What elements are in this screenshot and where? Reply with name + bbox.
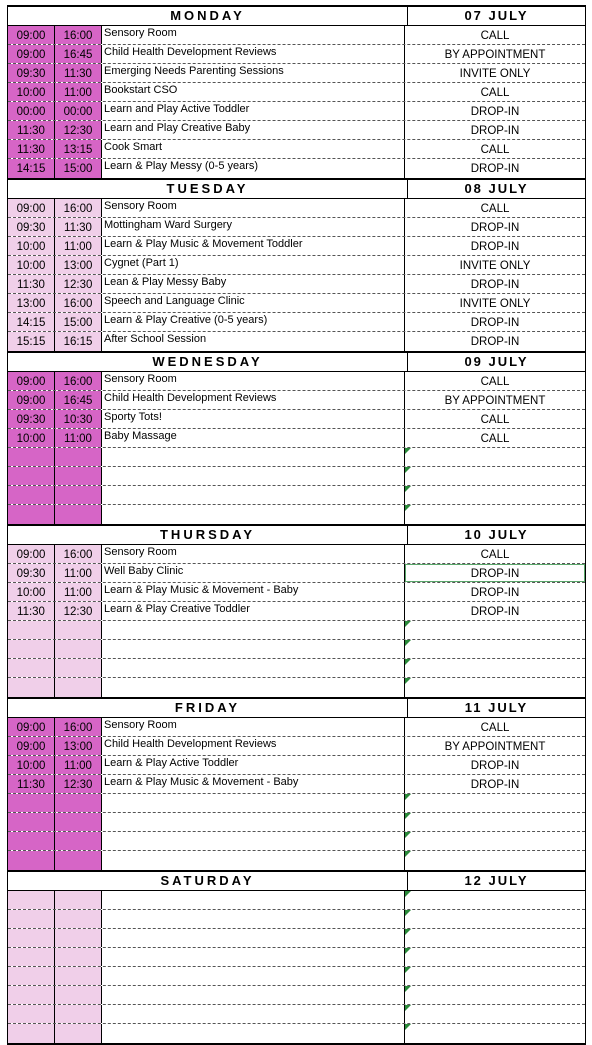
activity-cell[interactable]: Sensory Room [102,718,405,736]
activity-cell[interactable]: Learn & Play Creative Toddler [102,602,405,620]
activity-cell[interactable]: Child Health Development Reviews [102,45,405,63]
access-cell[interactable] [405,448,585,466]
timetable-row [8,45,585,64]
start-time-cell[interactable] [8,891,55,909]
access-cell[interactable] [405,678,585,697]
access-cell[interactable]: DROP-IN [470,222,520,234]
start-time-cell[interactable]: 15:15 [8,332,55,351]
access-cell[interactable] [405,948,585,966]
start-time-cell[interactable] [8,986,55,1004]
start-time-cell[interactable]: 09:00 [8,737,55,755]
timetable-row [8,1005,585,1024]
end-time-cell[interactable]: 16:00 [55,199,102,217]
access-cell[interactable]: DROP-IN [405,564,585,582]
activity-cell[interactable]: Sporty Tots! [102,410,405,428]
start-time-cell[interactable]: 09:00 [8,718,55,736]
access-cell[interactable]: DROP-IN [470,606,520,618]
start-time-cell[interactable] [8,621,55,639]
activity-cell[interactable] [102,813,405,831]
timetable-row [8,621,585,640]
day-date-cell[interactable]: 09 JULY [464,354,529,369]
start-time-cell[interactable] [8,448,55,466]
day-rows [8,891,585,1043]
activity-cell[interactable] [102,1024,405,1043]
timetable-row [8,851,585,870]
timetable-row [8,775,585,794]
comment-indicator-icon[interactable] [405,505,411,511]
access-cell[interactable]: DROP-IN [470,317,520,329]
end-time-cell[interactable] [55,832,102,850]
activity-cell[interactable]: Learn & Play Music & Movement Toddler [102,237,405,255]
comment-indicator-icon[interactable] [405,832,411,838]
access-cell[interactable]: INVITE ONLY [459,260,531,272]
access-cell[interactable]: CALL [480,203,510,215]
timetable-row [8,505,585,524]
end-time-cell[interactable] [55,794,102,812]
start-time-cell[interactable] [8,678,55,697]
end-time-cell[interactable] [55,986,102,1004]
access-cell[interactable]: CALL [480,414,510,426]
timetable-row [8,583,585,602]
day-name-cell[interactable]: FRIDAY [8,699,408,717]
activity-cell[interactable]: After School Session [102,332,405,351]
end-time-cell[interactable]: 13:00 [55,737,102,755]
end-time-cell[interactable]: 13:15 [55,140,102,158]
start-time-cell[interactable]: 09:00 [8,199,55,217]
day-rows [8,26,585,178]
comment-indicator-icon[interactable] [405,678,411,684]
timetable-row [8,64,585,83]
start-time-cell[interactable]: 09:30 [8,64,55,82]
end-time-cell[interactable]: 00:00 [55,102,102,120]
comment-indicator-icon[interactable] [405,640,411,646]
timetable-row [8,313,585,332]
timetable-row [8,256,585,275]
access-cell[interactable] [405,929,585,947]
end-time-cell[interactable]: 10:30 [55,410,102,428]
timetable-row [8,986,585,1005]
end-time-cell[interactable]: 15:00 [55,159,102,178]
access-cell[interactable]: CALL [480,144,510,156]
activity-cell[interactable]: Learn & Play Active Toddler [102,756,405,774]
activity-cell[interactable]: Learn & Play Music & Movement - Baby [102,583,405,601]
end-time-cell[interactable] [55,967,102,985]
comment-indicator-icon[interactable] [405,1005,411,1011]
end-time-cell[interactable] [55,621,102,639]
access-cell[interactable] [405,891,585,909]
access-cell[interactable]: CALL [480,433,510,445]
access-cell[interactable] [405,1005,585,1023]
comment-indicator-icon[interactable] [405,948,411,954]
comment-indicator-icon[interactable] [405,851,411,857]
timetable-row [8,467,585,486]
activity-cell[interactable]: Mottingham Ward Surgery [102,218,405,236]
timetable-row [8,602,585,621]
access-cell[interactable]: DROP-IN [470,779,520,791]
day-rows [8,718,585,870]
activity-cell[interactable]: Cook Smart [102,140,405,158]
end-time-cell[interactable] [55,467,102,485]
access-cell[interactable]: CALL [480,30,510,42]
end-time-cell[interactable]: 12:30 [55,121,102,139]
timetable-row [8,237,585,256]
timetable-row [8,429,585,448]
end-time-cell[interactable]: 11:00 [55,564,102,582]
comment-indicator-icon[interactable] [405,929,411,935]
end-time-cell[interactable]: 11:00 [55,429,102,447]
start-time-cell[interactable] [8,967,55,985]
end-time-cell[interactable]: 11:30 [55,64,102,82]
start-time-cell[interactable] [8,659,55,677]
timetable-row [8,218,585,237]
end-time-cell[interactable]: 11:00 [55,237,102,255]
start-time-cell[interactable]: 14:15 [8,313,55,331]
access-cell[interactable] [405,621,585,639]
end-time-cell[interactable]: 16:00 [55,718,102,736]
day-header [8,7,585,26]
activity-cell[interactable]: Baby Massage [102,429,405,447]
timetable-row [8,948,585,967]
access-cell[interactable]: DROP-IN [470,587,520,599]
access-cell[interactable] [405,640,585,658]
activity-cell[interactable]: Lean & Play Messy Baby [102,275,405,293]
end-time-cell[interactable] [55,929,102,947]
timetable-row [8,486,585,505]
activity-cell[interactable] [102,659,405,677]
start-time-cell[interactable] [8,486,55,504]
access-cell[interactable] [405,467,585,485]
timetable-row [8,794,585,813]
activity-cell[interactable]: Sensory Room [102,372,405,390]
activity-cell[interactable] [102,640,405,658]
access-cell[interactable]: INVITE ONLY [459,298,531,310]
activity-cell[interactable] [102,1005,405,1023]
day-section-tuesday [8,178,586,351]
activity-cell[interactable] [102,448,405,466]
day-header [8,180,585,199]
end-time-cell[interactable]: 16:00 [55,26,102,44]
timetable-row [8,891,585,910]
activity-cell[interactable]: Sensory Room [102,26,405,44]
end-time-cell[interactable]: 16:15 [55,332,102,351]
start-time-cell[interactable]: 10:00 [8,429,55,447]
activity-cell[interactable]: Learn & Play Messy (0-5 years) [102,159,405,178]
access-cell[interactable] [405,794,585,812]
access-cell[interactable]: BY APPOINTMENT [444,395,546,407]
day-name-cell[interactable]: THURSDAY [8,526,408,544]
timetable-row [8,275,585,294]
start-time-cell[interactable]: 10:00 [8,256,55,274]
comment-indicator-icon[interactable] [405,467,411,473]
day-header [8,872,585,891]
timetable-row [8,678,585,697]
end-time-cell[interactable] [55,948,102,966]
day-header [8,353,585,372]
start-time-cell[interactable] [8,929,55,947]
day-name-cell[interactable]: MONDAY [8,7,408,25]
access-cell[interactable] [405,659,585,677]
day-section-monday [8,5,586,178]
day-header [8,699,585,718]
day-rows [8,199,585,351]
timetable-row [8,83,585,102]
access-cell[interactable] [405,813,585,831]
start-time-cell[interactable]: 11:30 [8,602,55,620]
start-time-cell[interactable]: 10:00 [8,83,55,101]
access-cell[interactable]: BY APPOINTMENT [444,741,546,753]
activity-cell[interactable]: Learn & Play Creative (0-5 years) [102,313,405,331]
start-time-cell[interactable]: 09:30 [8,410,55,428]
end-time-cell[interactable] [55,486,102,504]
day-section-thursday [8,524,586,697]
access-cell[interactable]: DROP-IN [470,125,520,137]
activity-cell[interactable]: Child Health Development Reviews [102,391,405,409]
comment-indicator-icon[interactable] [405,986,411,992]
start-time-cell[interactable]: 10:00 [8,583,55,601]
start-time-cell[interactable]: 09:00 [8,45,55,63]
end-time-cell[interactable] [55,1024,102,1043]
access-cell[interactable]: CALL [480,376,510,388]
end-time-cell[interactable] [55,851,102,870]
activity-cell[interactable]: Speech and Language Clinic [102,294,405,312]
day-date-cell[interactable]: 11 JULY [464,700,529,715]
comment-indicator-icon[interactable] [405,891,411,897]
timetable-row [8,372,585,391]
activity-cell[interactable]: Cygnet (Part 1) [102,256,405,274]
activity-cell[interactable]: Learn and Play Active Toddler [102,102,405,120]
activity-cell[interactable] [102,967,405,985]
activity-cell[interactable] [102,851,405,870]
activity-cell[interactable] [102,505,405,524]
end-time-cell[interactable]: 11:00 [55,83,102,101]
timetable-row [8,659,585,678]
end-time-cell[interactable]: 11:30 [55,218,102,236]
day-name-cell[interactable]: SATURDAY [8,872,408,890]
weekly-timetable-sheet [7,5,586,1045]
timetable-row [8,564,585,583]
start-time-cell[interactable]: 09:30 [8,218,55,236]
timetable-row [8,448,585,467]
day-date-cell[interactable]: 07 JULY [464,8,529,23]
timetable-row [8,640,585,659]
access-cell[interactable] [405,1024,585,1043]
activity-cell[interactable]: Sensory Room [102,199,405,217]
activity-cell[interactable] [102,986,405,1004]
timetable-row [8,159,585,178]
activity-cell[interactable] [102,832,405,850]
activity-cell[interactable]: Emerging Needs Parenting Sessions [102,64,405,82]
start-time-cell[interactable]: 13:00 [8,294,55,312]
end-time-cell[interactable] [55,1005,102,1023]
end-time-cell[interactable]: 12:30 [55,602,102,620]
end-time-cell[interactable]: 11:00 [55,756,102,774]
day-date-cell[interactable]: 08 JULY [464,181,529,196]
start-time-cell[interactable] [8,467,55,485]
access-cell[interactable]: CALL [480,722,510,734]
access-cell[interactable] [405,832,585,850]
timetable-row [8,121,585,140]
access-cell[interactable] [405,967,585,985]
timetable-row [8,832,585,851]
day-rows [8,545,585,697]
access-cell[interactable]: INVITE ONLY [459,68,531,80]
start-time-cell[interactable] [8,794,55,812]
end-time-cell[interactable]: 16:45 [55,391,102,409]
start-time-cell[interactable] [8,505,55,524]
start-time-cell[interactable] [8,640,55,658]
access-cell[interactable]: DROP-IN [470,336,520,348]
activity-cell[interactable] [102,794,405,812]
start-time-cell[interactable]: 09:00 [8,391,55,409]
access-cell[interactable]: CALL [480,549,510,561]
timetable-row [8,1024,585,1043]
start-time-cell[interactable] [8,851,55,870]
comment-indicator-icon[interactable] [405,448,411,454]
access-cell[interactable]: DROP-IN [470,241,520,253]
start-time-cell[interactable] [8,1024,55,1043]
access-cell[interactable]: CALL [480,87,510,99]
activity-cell[interactable] [102,948,405,966]
day-name-cell[interactable]: WEDNESDAY [8,353,408,371]
start-time-cell[interactable] [8,832,55,850]
day-section-saturday [8,870,586,1045]
activity-cell[interactable]: Bookstart CSO [102,83,405,101]
start-time-cell[interactable]: 10:00 [8,756,55,774]
end-time-cell[interactable]: 16:00 [55,545,102,563]
access-cell[interactable] [405,505,585,524]
timetable-row [8,332,585,351]
start-time-cell[interactable]: 11:30 [8,140,55,158]
activity-cell[interactable]: Well Baby Clinic [102,564,405,582]
end-time-cell[interactable] [55,505,102,524]
day-rows [8,372,585,524]
timetable-row [8,102,585,121]
activity-cell[interactable] [102,891,405,909]
comment-indicator-icon[interactable] [405,659,411,665]
end-time-cell[interactable]: 16:00 [55,372,102,390]
activity-cell[interactable]: Child Health Development Reviews [102,737,405,755]
end-time-cell[interactable] [55,910,102,928]
day-name-cell[interactable]: TUESDAY [8,180,408,198]
end-time-cell[interactable] [55,813,102,831]
timetable-row [8,929,585,948]
timetable-row [8,545,585,564]
start-time-cell[interactable]: 09:30 [8,564,55,582]
end-time-cell[interactable]: 16:45 [55,45,102,63]
access-cell[interactable] [405,486,585,504]
end-time-cell[interactable]: 16:00 [55,294,102,312]
day-section-friday [8,697,586,870]
day-date-cell[interactable]: 12 JULY [464,873,529,888]
activity-cell[interactable] [102,621,405,639]
end-time-cell[interactable]: 15:00 [55,313,102,331]
comment-indicator-icon[interactable] [405,967,411,973]
end-time-cell[interactable]: 13:00 [55,256,102,274]
end-time-cell[interactable] [55,678,102,697]
timetable-row [8,391,585,410]
access-cell[interactable] [405,851,585,870]
end-time-cell[interactable] [55,448,102,466]
comment-indicator-icon[interactable] [405,910,411,916]
comment-indicator-icon[interactable] [405,1024,411,1030]
comment-indicator-icon[interactable] [405,794,411,800]
end-time-cell[interactable]: 11:00 [55,583,102,601]
start-time-cell[interactable]: 11:30 [8,775,55,793]
access-cell[interactable]: BY APPOINTMENT [444,49,546,61]
start-time-cell[interactable] [8,1005,55,1023]
timetable-row [8,910,585,929]
activity-cell[interactable] [102,486,405,504]
timetable-row [8,199,585,218]
activity-cell[interactable]: Sensory Room [102,545,405,563]
end-time-cell[interactable] [55,659,102,677]
timetable-row [8,737,585,756]
activity-cell[interactable] [102,678,405,697]
access-cell[interactable]: DROP-IN [470,760,520,772]
timetable-row [8,813,585,832]
start-time-cell[interactable]: 11:30 [8,121,55,139]
start-time-cell[interactable]: 11:30 [8,275,55,293]
end-time-cell[interactable] [55,891,102,909]
start-time-cell[interactable] [8,910,55,928]
end-time-cell[interactable] [55,640,102,658]
day-header [8,526,585,545]
timetable-row [8,140,585,159]
day-date-cell[interactable]: 10 JULY [464,527,529,542]
comment-indicator-icon[interactable] [405,486,411,492]
start-time-cell[interactable]: 00:00 [8,102,55,120]
activity-cell[interactable]: Learn and Play Creative Baby [102,121,405,139]
access-cell[interactable]: DROP-IN [470,279,520,291]
start-time-cell[interactable] [8,813,55,831]
timetable-row [8,756,585,775]
start-time-cell[interactable]: 09:00 [8,26,55,44]
timetable-row [8,410,585,429]
timetable-row [8,718,585,737]
access-cell[interactable]: DROP-IN [470,163,520,175]
start-time-cell[interactable] [8,948,55,966]
comment-indicator-icon[interactable] [405,813,411,819]
timetable-row [8,294,585,313]
access-cell[interactable]: DROP-IN [470,106,520,118]
timetable-row [8,26,585,45]
start-time-cell[interactable]: 09:00 [8,545,55,563]
start-time-cell[interactable]: 14:15 [8,159,55,178]
end-time-cell[interactable]: 12:30 [55,275,102,293]
comment-indicator-icon[interactable] [405,621,411,627]
activity-cell[interactable] [102,467,405,485]
day-section-wednesday [8,351,586,524]
timetable-row [8,967,585,986]
access-cell[interactable] [405,910,585,928]
activity-cell[interactable] [102,910,405,928]
start-time-cell[interactable]: 10:00 [8,237,55,255]
access-cell[interactable] [405,986,585,1004]
start-time-cell[interactable]: 09:00 [8,372,55,390]
end-time-cell[interactable]: 12:30 [55,775,102,793]
activity-cell[interactable] [102,929,405,947]
activity-cell[interactable]: Learn & Play Music & Movement - Baby [102,775,405,793]
